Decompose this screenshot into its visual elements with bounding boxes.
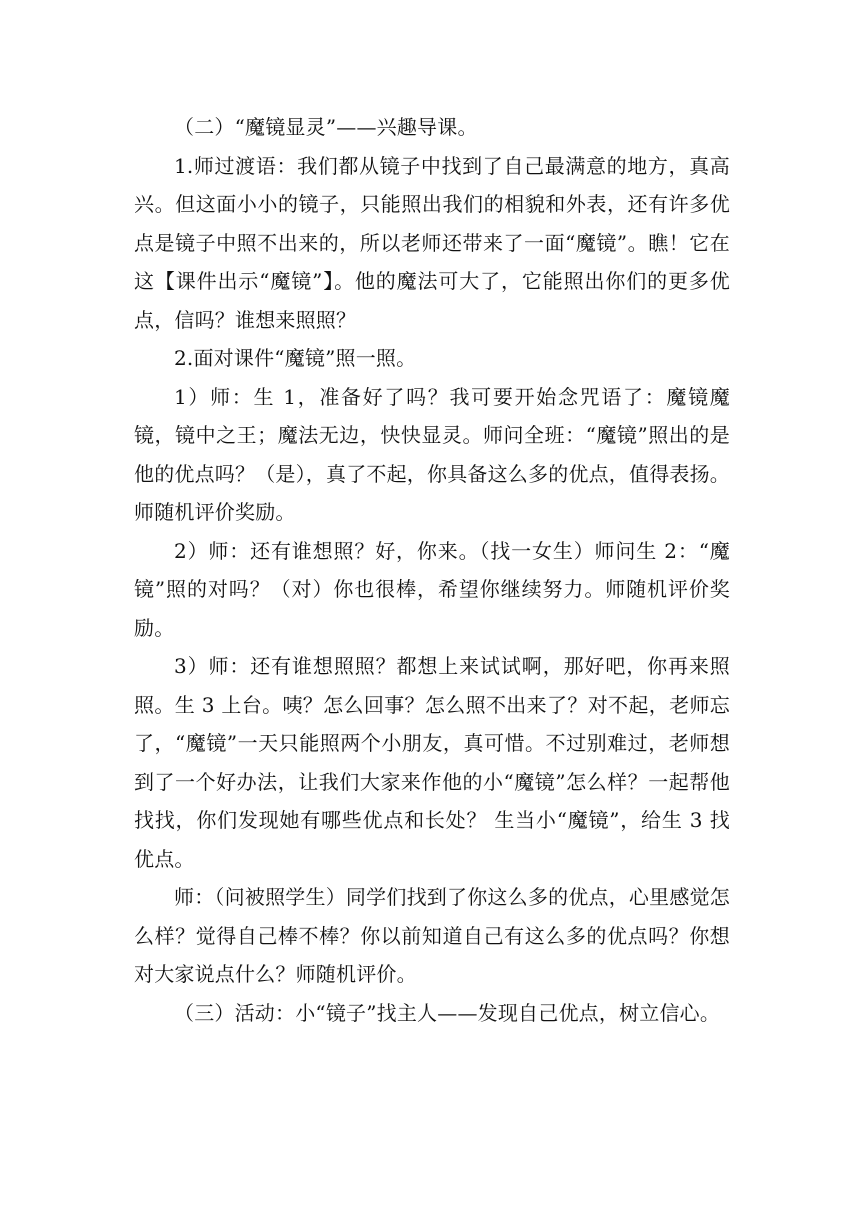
paragraph-step-2: 2.面对课件“魔镜”照一照。 <box>174 346 417 370</box>
paragraph-student-2: 2）师：还有谁想照？好，你来。（找一女生）师问生 2：“魔镜”照的对吗？（对）你也很棒，希望你继续努力。师随机评价奖励。 <box>134 538 730 640</box>
paragraph-student-3: 3）师：还有谁想照照？都想上来试试啊，那好吧，你再来照照。生 3 上台。咦？怎么回事？怎么照不出来了？对不起，老师忘了，“魔镜”一天只能照两个小朋友，真可惜。不过别难过，老师想到了一个好办法，让我们大家来作他的小“魔镜”怎么样？一起帮他找找，你们发现她有哪些优点和长处？ 生当小“魔镜”，给生 3 找优点。 <box>134 654 730 871</box>
paragraph-transition: 1.师过渡语：我们都从镜子中找到了自己最满意的地方，真高兴。但这面小小的镜子，只能照出我们的相貌和外表，还有许多优点是镜子中照不出来的，所以老师还带来了一面“魔镜”。瞧！它在这【课件出示“魔镜”】。他的魔法可大了，它能照出你们的更多优点，信吗？谁想来照照？ <box>134 153 730 332</box>
document-body <box>134 108 730 1032</box>
section-heading-magic-mirror: （二）“魔镜显灵”——兴趣导课。 <box>174 115 478 139</box>
paragraph-teacher-question: 师：（问被照学生）同学们找到了你这么多的优点，心里感觉怎么样？觉得自己棒不棒？你以前知道自己有这么多的优点吗？你想对大家说点什么？师随机评价。 <box>134 885 730 986</box>
section-heading-activity: （三）活动：小“镜子”找主人——发现自己优点，树立信心。 <box>174 1000 721 1025</box>
paragraph-student-1: 1）师：生 1，准备好了吗？我可要开始念咒语了：魔镜魔镜，镜中之王；魔法无边，快快显灵。师问全班：“魔镜”照出的是他的优点吗？（是），真了不起，你具备这么多的优点，值得表扬。师随机评价奖励。 <box>134 384 730 524</box>
